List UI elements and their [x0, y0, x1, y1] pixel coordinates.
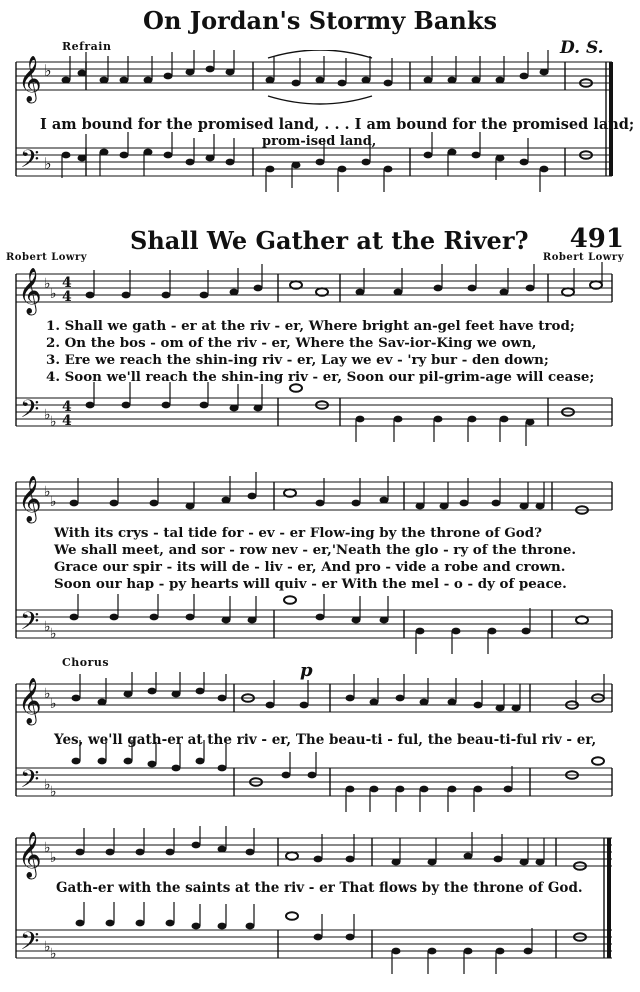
svg-text:𝄞: 𝄞	[18, 678, 42, 724]
verse-3-line-2: Grace our spir - its will de - liv - er, And pro - vide a robe and crown.	[54, 559, 566, 575]
svg-text:𝄢: 𝄢	[20, 145, 40, 180]
verse-1-line-2: With its crys - tal tide for - ev - er Flow-ing by the throne of God?	[54, 525, 542, 541]
verse-4-line-2: Soon our hap - py hearts will quiv - er With the mel - o - dy of peace.	[54, 576, 567, 592]
dynamic-marking: p	[300, 660, 313, 681]
svg-text:4: 4	[62, 399, 72, 415]
music-credit: Robert Lowry	[542, 252, 624, 263]
verse-3-line-1: 3. Ere we reach the shin-ing riv - er, Lay we ev - 'ry bur - den down;	[46, 352, 549, 368]
verse-2-line-2: We shall meet, and sor - row nev - er,'Neath the glo - ry of the throne.	[54, 542, 577, 558]
ds-marking: D. S.	[560, 38, 604, 58]
svg-text:♭: ♭	[50, 696, 57, 712]
system2-verses	[54, 525, 576, 593]
svg-text:♭: ♭	[50, 414, 57, 430]
hymn1-title: On Jordan's Stormy Banks	[143, 6, 497, 35]
system1-verses	[46, 318, 594, 386]
svg-text:♭: ♭	[44, 686, 51, 702]
svg-text:♭: ♭	[50, 286, 57, 302]
svg-text:♭: ♭	[44, 939, 51, 955]
svg-text:𝄢: 𝄢	[20, 927, 40, 962]
words-credit: Robert Lowry	[6, 252, 88, 263]
verse-1-line-1: 1. Shall we gath - er at the riv - er, Where bright an-gel feet have trod;	[46, 318, 575, 334]
chorus-lyric-1: Yes, we'll gath-er at the riv - er, The beau-ti - ful, the beau-ti-ful riv - er,	[54, 732, 597, 748]
hymn1-lyric-main: I am bound for the promised land, . . . I am bound for the promised land;	[40, 116, 635, 133]
svg-text:♭: ♭	[44, 61, 52, 80]
time-sig-top: 4	[62, 275, 72, 291]
svg-text:𝄞: 𝄞	[18, 56, 42, 102]
hymn1-lyric-alt: prom-ised land,	[262, 134, 377, 149]
svg-text:♭: ♭	[50, 946, 57, 962]
svg-text:♭: ♭	[44, 276, 51, 292]
svg-text:♭: ♭	[44, 407, 51, 423]
hymn2-title: Shall We Gather at the River?	[130, 226, 529, 255]
svg-text:♭: ♭	[44, 484, 51, 500]
svg-text:𝄞: 𝄞	[18, 268, 42, 314]
svg-text:𝄢: 𝄢	[20, 607, 40, 642]
svg-text:4: 4	[62, 413, 72, 429]
hymn-number: 491	[569, 224, 624, 254]
time-sig-bottom: 4	[62, 289, 72, 305]
svg-text:𝄞: 𝄞	[18, 832, 42, 878]
svg-text:♭: ♭	[50, 850, 57, 866]
svg-text:♭: ♭	[44, 777, 51, 793]
svg-text:♭: ♭	[50, 494, 57, 510]
svg-text:♭: ♭	[44, 840, 51, 856]
svg-text:𝄢: 𝄢	[20, 395, 40, 430]
refrain-label: Refrain	[62, 40, 112, 53]
verse-4-line-1: 4. Soon we'll reach the shin-ing riv - er, Soon our pil-grim-age will cease;	[46, 369, 595, 385]
verse-2-line-1: 2. On the bos - om of the riv - er, Where the Sav-ior-King we own,	[46, 335, 537, 351]
svg-text:♭: ♭	[50, 626, 57, 642]
chorus-lyric-2: Gath-er with the saints at the riv - er That flows by the throne of God.	[56, 880, 583, 896]
hymn2-system-4	[0, 826, 640, 992]
svg-text:♭: ♭	[44, 619, 51, 635]
svg-text:𝄞: 𝄞	[18, 476, 42, 522]
chorus-label: Chorus	[62, 656, 110, 669]
svg-text:♭: ♭	[44, 154, 52, 173]
svg-text:𝄢: 𝄢	[20, 765, 40, 800]
svg-text:♭: ♭	[50, 784, 57, 800]
